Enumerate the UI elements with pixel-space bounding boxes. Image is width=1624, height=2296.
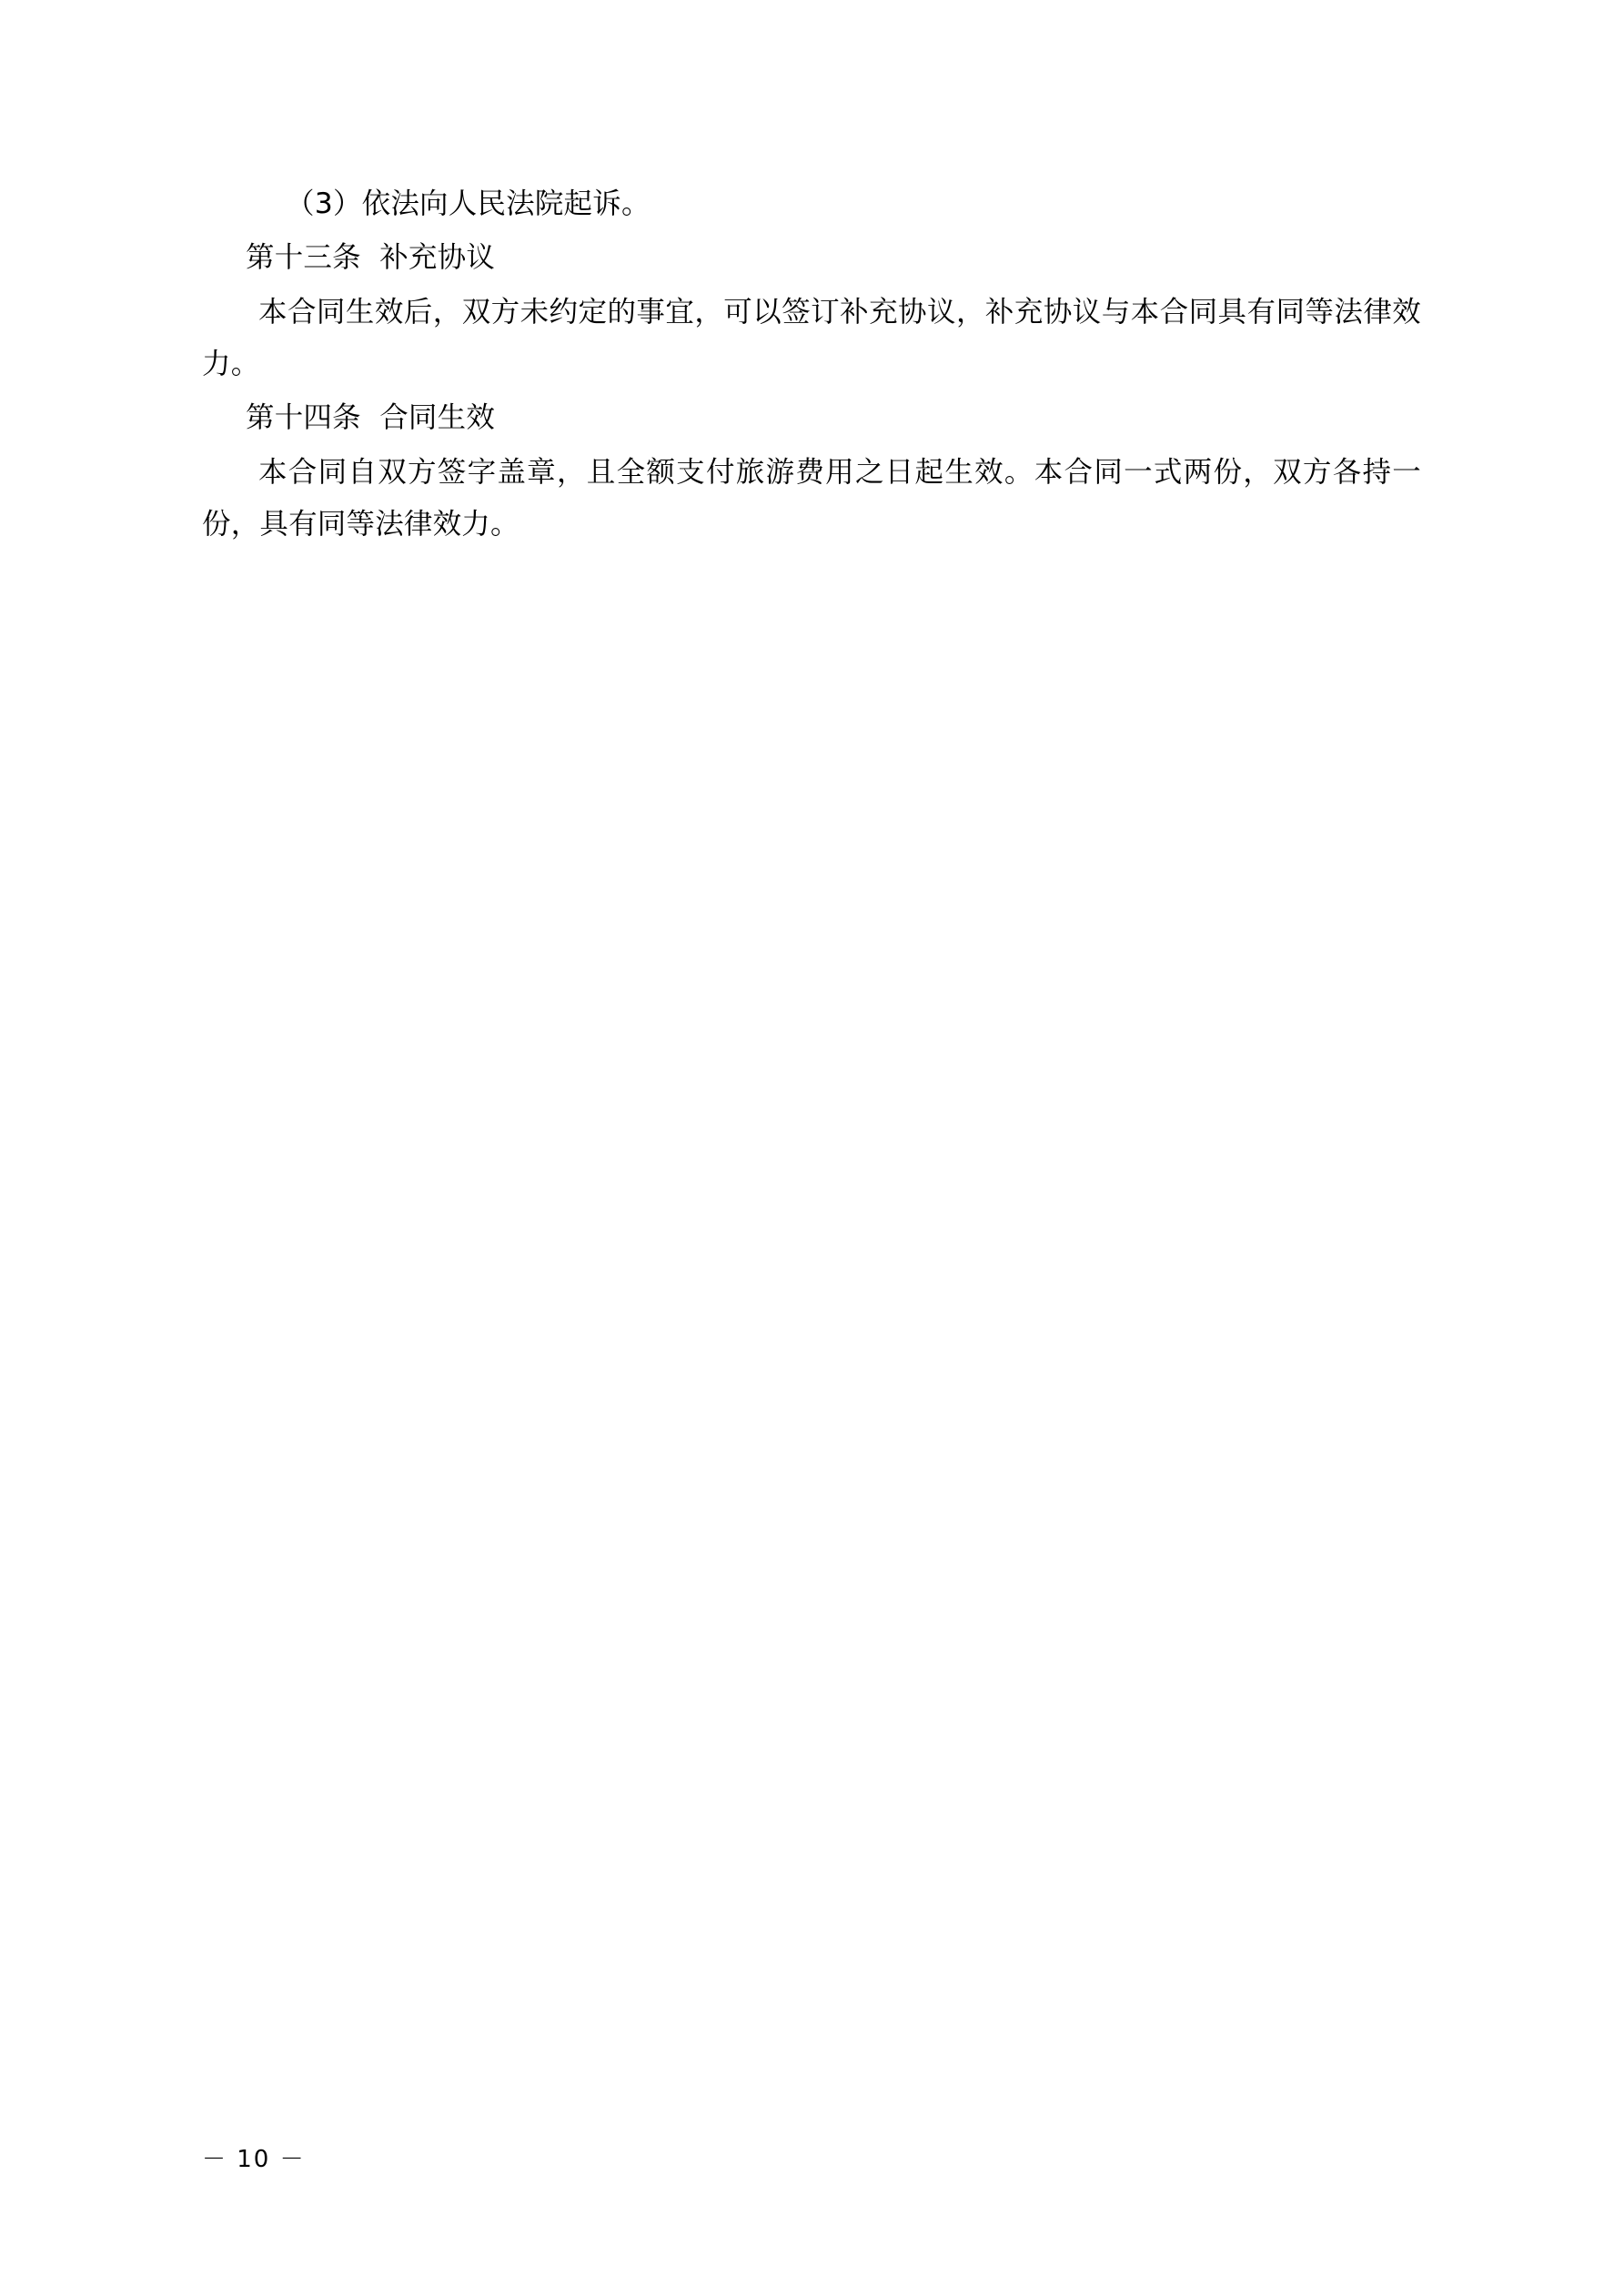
document-body <box>202 178 1421 552</box>
page-number: － 10 － <box>202 2146 306 2173</box>
article-13-heading: 第十三条 补充协议 <box>246 241 496 275</box>
article-13-body: 本合同生效后，双方未约定的事宜，可以签订补充协议，补充协议与本合同具有同等法律效力。 <box>202 295 1421 380</box>
article-14-heading: 第十四条 合同生效 <box>246 401 496 435</box>
article-14-body: 本合同自双方签字盖章，且全额支付旅游费用之日起生效。本合同一式两份，双方各持一份，具有同等法律效力。 <box>202 455 1421 541</box>
list-item-3: （3）依法向人民法院起诉。 <box>286 187 651 220</box>
